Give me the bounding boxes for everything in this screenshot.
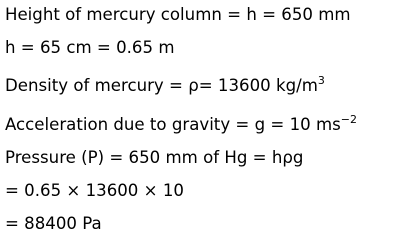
gravity-exponent: −2 bbox=[340, 113, 357, 126]
density-exponent: 3 bbox=[317, 74, 325, 87]
height-conversion-line: h = 65 cm = 0.65 m bbox=[5, 38, 175, 57]
gravity-text: Acceleration due to gravity = g = 10 ms bbox=[5, 115, 341, 134]
height-line: Height of mercury column = h = 650 mm bbox=[5, 5, 351, 24]
density-line bbox=[5, 75, 325, 97]
result-line: = 88400 Pa bbox=[5, 214, 102, 233]
substitution-line: = 0.65 × 13600 × 10 bbox=[5, 181, 184, 200]
gravity-line bbox=[5, 114, 357, 136]
pressure-formula-line: Pressure (P) = 650 mm of Hg = hρg bbox=[5, 148, 304, 167]
density-text: Density of mercury = ρ= 13600 kg/m bbox=[5, 76, 318, 95]
